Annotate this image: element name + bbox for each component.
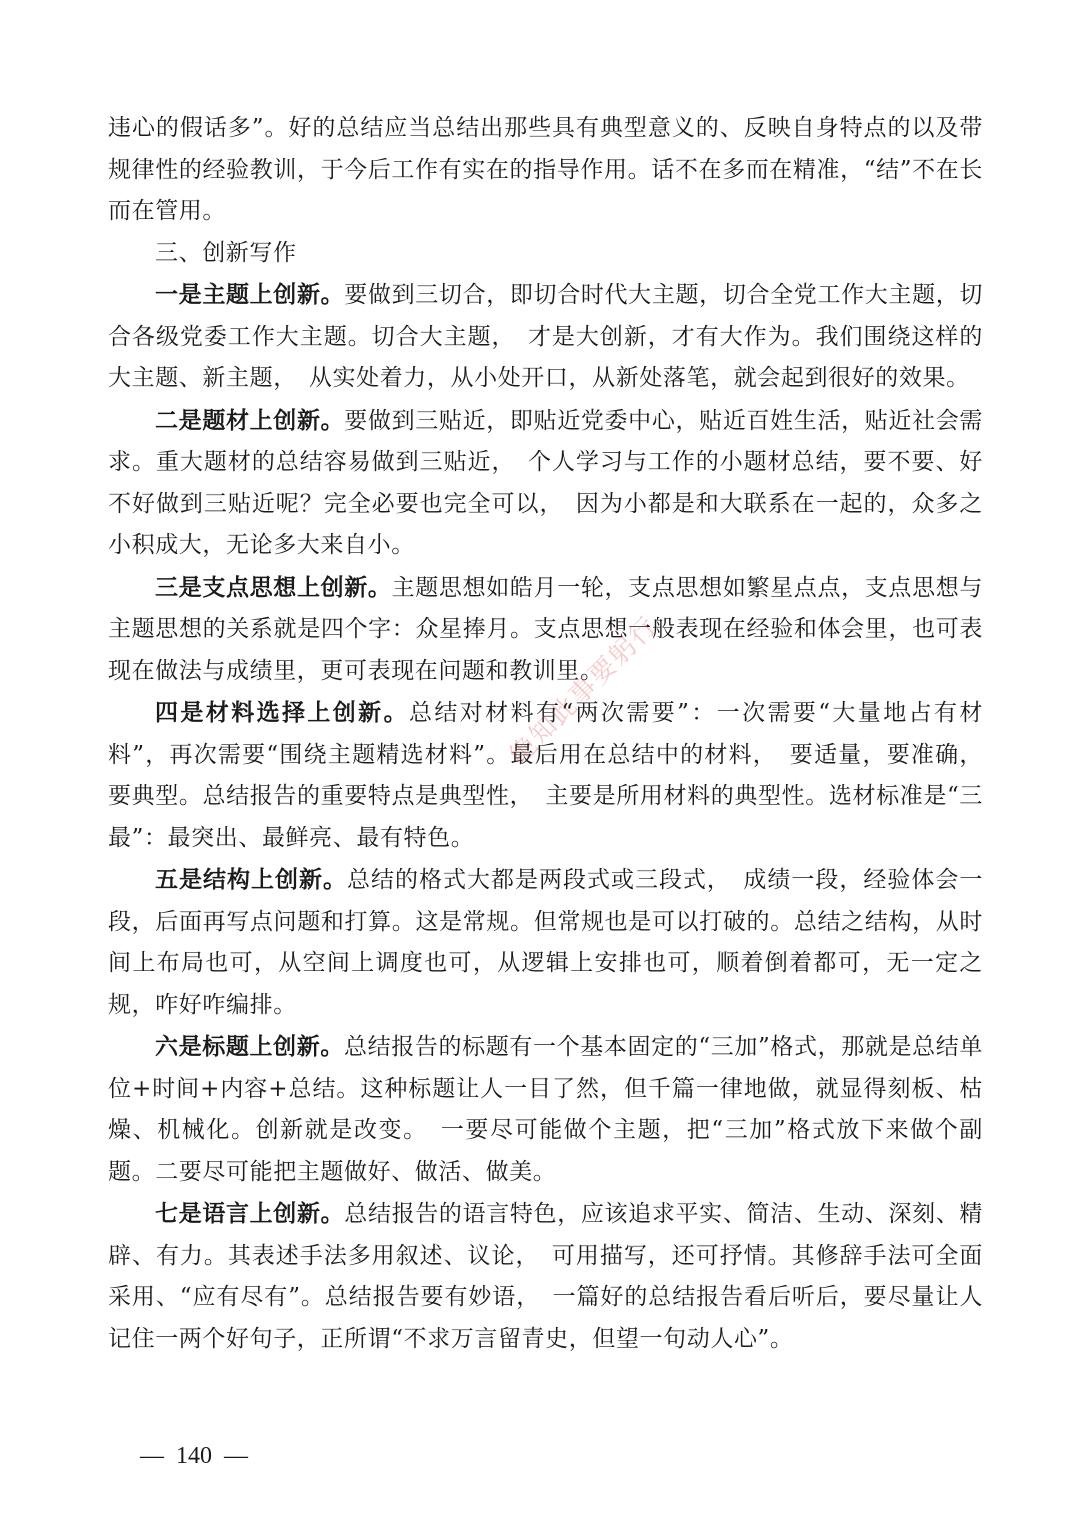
paragraph-body: 总结的格式大都是两段式或三段式， 成绩一段，经验体会一段，后面再写点问题和打算。这是常规。但常规也是可以打破的。总结之结构，从时间上布局也可，从空间上调度也可，从逻辑上安排也可，顺着倒着都可，无一定之规，咋好咋编排。 bbox=[108, 867, 983, 1018]
footer-dash-right: — bbox=[224, 1443, 248, 1469]
watermark: 绝知此事要躬行 bbox=[504, 610, 665, 771]
paragraph-intro: 违心的假话多”。好的总结应当总结出那些具有典型意义的、反映自身特点的以及带规律性的经验教训，于今后工作有实在的指导作用。话不在多而在精准，“结”不在长而在管用。 bbox=[108, 115, 983, 224]
paragraph-lead: 三是支点思想上创新。 bbox=[155, 573, 392, 601]
paragraph-material bbox=[108, 692, 983, 859]
paragraph-body: 要做到三贴近，即贴近党委中心，贴近百姓生活，贴近社会需求。重大题材的总结容易做到三贴近， 个人学习与工作的小题材总结，要不要、好不好做到三贴近呢？完全必要也完全可以， 因为小都是和大联系在一起的，众多之小积成大，无论多大来自小。 bbox=[108, 407, 983, 558]
page-number: 140 bbox=[176, 1443, 212, 1469]
paragraph-subject bbox=[108, 400, 983, 567]
page-footer bbox=[140, 1443, 248, 1470]
paragraph-language bbox=[108, 1193, 983, 1360]
paragraph-pivot-idea bbox=[108, 567, 983, 693]
section-heading: 三、创新写作 bbox=[155, 239, 297, 266]
document-body bbox=[108, 108, 983, 1360]
paragraph-lead: 七是语言上创新。 bbox=[155, 1200, 345, 1227]
paragraph-body: 主题思想如皓月一轮，支点思想如繁星点点，支点思想与主题思想的关系就是四个字：众星捧月。支点思想一般表现在经验和体会里，也可表现在做法与成绩里，更可表现在问题和教训里。 bbox=[108, 574, 984, 684]
paragraph-lead: 四是材料选择上创新。 bbox=[155, 699, 409, 726]
paragraph-lead: 二是题材上创新。 bbox=[155, 406, 345, 434]
paragraph-body: 总结报告的语言特色，应该追求平实、简洁、生动、深刻、精辟、有力。其表述手法多用叙述、议论， 可用描写，还可抒情。其修辞手法可全面采用、“应有尽有”。总结报告要有妙语， 一篇好的总结报告看后听后，要尽量让人记住一两个好句子，正所谓“不求万言留青史，但望一句动人心”。 bbox=[108, 1201, 983, 1352]
paragraph-lead: 一是主题上创新。 bbox=[155, 281, 345, 308]
paragraph-title bbox=[108, 1026, 983, 1193]
paragraph-body: 总结报告的标题有一个基本固定的“三加”格式，那就是总结单位+时间+内容+总结。这种标题让人一目了然，但千篇一律地做，就显得刻板、枯燥、机械化。创新就是改变。 一要尽可能做个主题，把“三加”格式放下来做个副题。二要尽可能把主题做好、做活、做美。 bbox=[108, 1034, 983, 1185]
paragraph-lead: 五是结构上创新。 bbox=[155, 866, 347, 893]
paragraph-lead: 六是标题上创新。 bbox=[155, 1033, 344, 1060]
paragraph-theme bbox=[108, 274, 983, 400]
paragraph-body: 总结对材料有“两次需要”：一次需要“大量地占有材料”，再次需要“围绕主题精选材料”。最后用在总结中的材料， 要适量，要准确，要典型。总结报告的重要特点是典型性， 主要是所用材料的典型性。选材标准是“三最”：最突出、最鲜亮、最有特色。 bbox=[108, 700, 983, 851]
footer-dash-left: — bbox=[140, 1443, 164, 1469]
paragraph-structure bbox=[108, 859, 983, 1026]
paragraph-body: 要做到三切合，即切合时代大主题，切合全党工作大主题，切合各级党委工作大主题。切合大主题， 才是大创新，才有大作为。我们围绕这样的大主题、新主题， 从实处着力，从小处开口，从新处落笔，就会起到很好的效果。 bbox=[108, 282, 983, 391]
